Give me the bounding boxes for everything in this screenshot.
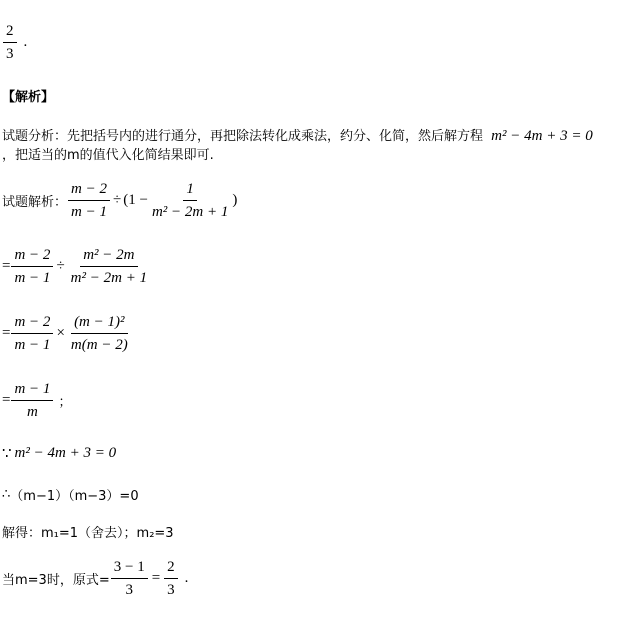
answer-denominator: 3	[6, 46, 14, 62]
step1-paren-close: )	[232, 192, 238, 208]
step2-op: ÷	[56, 258, 65, 274]
step3-op: ×	[56, 325, 65, 341]
step8-period: .	[184, 570, 189, 586]
answer-numerator: 2	[3, 22, 17, 43]
step4-tail: ；	[58, 395, 72, 410]
step2-f2-den: m² − 2m + 1	[70, 270, 148, 286]
step1-inner-den: m² − 2m + 1	[151, 204, 229, 220]
step2-f1-num: m − 2	[11, 246, 53, 267]
step-4	[2, 380, 71, 421]
step-7: 解得：m₁=1（舍去）；m₂=3	[2, 526, 174, 541]
step2-frac1	[11, 246, 53, 287]
step5-equation: m² − 4m + 3 = 0	[14, 445, 117, 461]
step1-inner-num: 1	[183, 180, 197, 201]
step-1	[2, 180, 237, 221]
step8-frac1	[111, 558, 148, 599]
solution-label: 试题解析：	[2, 195, 68, 210]
step1-fraction	[68, 180, 110, 221]
step1-paren-open: (1 −	[123, 192, 148, 208]
answer-fraction	[2, 22, 27, 63]
step4-den: m	[27, 404, 38, 420]
answer-frac	[3, 22, 17, 63]
step8-num1: 3 − 1	[111, 558, 148, 579]
step1-inner-fraction	[149, 180, 231, 221]
step3-f2-den: m(m − 2)	[70, 337, 128, 353]
step-8	[2, 558, 188, 599]
analysis-label: 试题分析：	[2, 129, 68, 144]
step3-frac1	[11, 313, 53, 354]
answer-period: .	[23, 34, 28, 50]
step2-f2-num: m² − 2m	[80, 246, 137, 267]
step3-frac2	[68, 313, 131, 354]
step1-op: ÷	[112, 192, 122, 208]
step-5	[2, 444, 116, 463]
step-6	[2, 485, 139, 504]
step4-frac	[11, 380, 53, 421]
step3-f2-num: (m − 1)²	[71, 313, 127, 334]
analysis-text2: ，把适当的m的值代入化简结果即可.	[2, 148, 214, 163]
analysis-line1	[2, 125, 593, 145]
because-symbol: ∵	[2, 446, 12, 462]
step8-prefix: 当m=3时，原式=	[2, 573, 110, 588]
step8-den2: 3	[167, 582, 175, 598]
step8-frac2	[164, 558, 178, 599]
step3-f1-den: m − 1	[14, 337, 51, 353]
step8-eq: =	[151, 570, 161, 586]
step-2	[2, 246, 151, 287]
step2-frac2	[68, 246, 150, 287]
step2-f1-den: m − 1	[14, 270, 51, 286]
step6-text: （m−1）（m−3）=0	[10, 489, 139, 504]
analysis-text1: 先把括号内的进行通分，再把除法转化成乘法，约分、化简，然后解方程	[67, 129, 484, 144]
step4-eq: =	[2, 392, 11, 408]
step-3	[2, 313, 132, 354]
therefore-symbol: ∴	[2, 487, 11, 502]
step4-num: m − 1	[11, 380, 53, 401]
step8-num2: 2	[164, 558, 178, 579]
step1-den: m − 1	[71, 204, 107, 220]
section-title: 【解析】	[2, 90, 55, 105]
step3-eq: =	[2, 325, 11, 341]
step3-f1-num: m − 2	[11, 313, 53, 334]
step1-num: m − 2	[68, 180, 110, 201]
analysis-equation: m² − 4m + 3 = 0	[491, 128, 593, 144]
step8-den1: 3	[125, 582, 133, 598]
step2-eq: =	[2, 258, 11, 274]
